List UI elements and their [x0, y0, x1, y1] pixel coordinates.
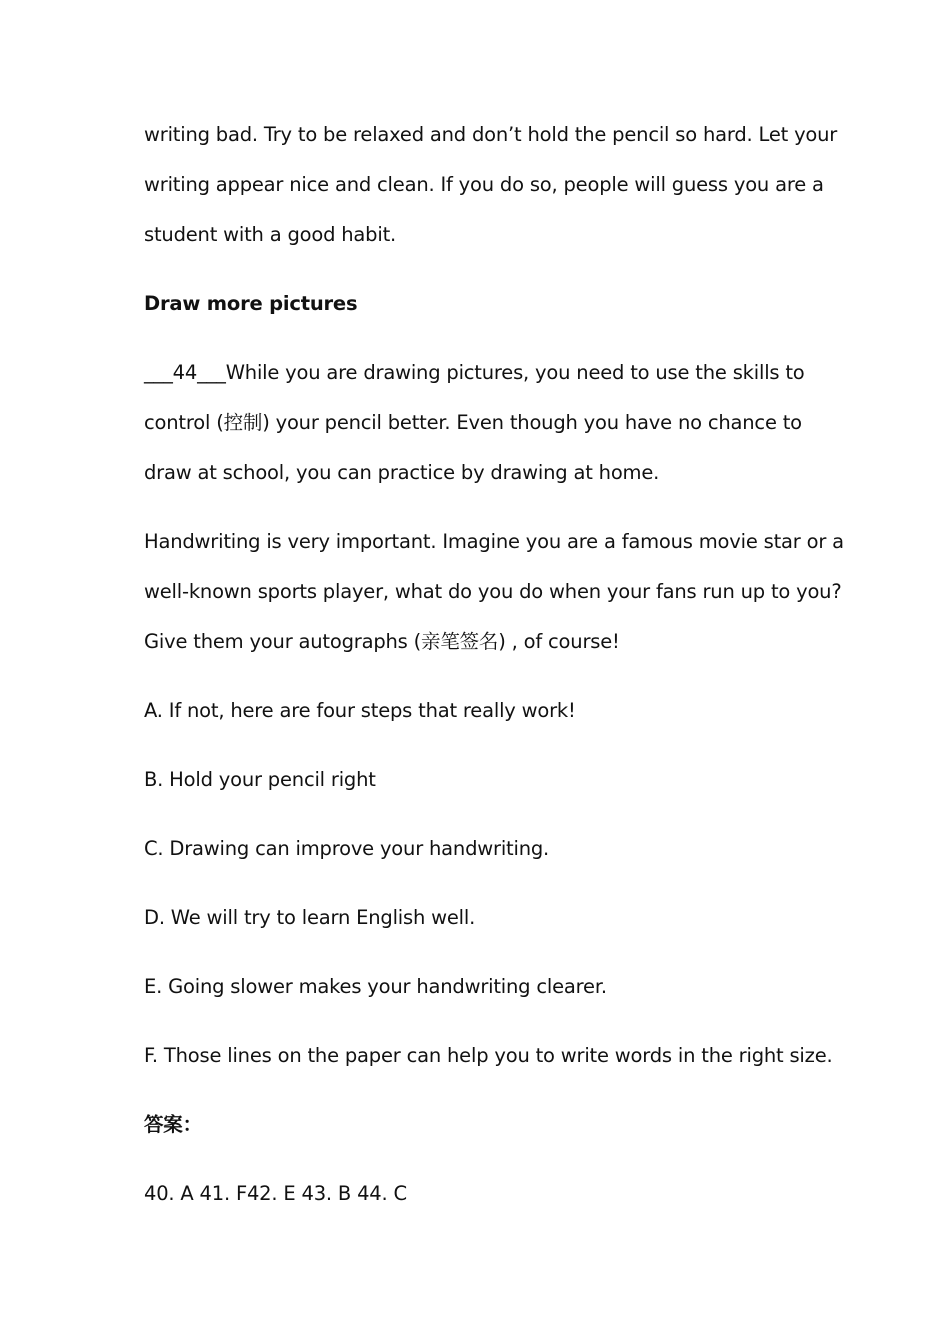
text-line: ___44___While you are drawing pictures, you need to use the skills to: [144, 361, 805, 384]
text-line: Handwriting is very important. Imagine you are a famous movie star or a: [144, 530, 844, 553]
text-line: draw at school, you can practice by drawing at home.: [144, 461, 660, 484]
answer-text: 40. A 41. F42. E 43. B 44. C: [144, 1182, 407, 1205]
text-line: well-known sports player, what do you do when your fans run up to you?: [144, 580, 842, 603]
option-c: C. Drawing can improve your handwriting.: [144, 837, 550, 860]
option-e: E. Going slower makes your handwriting clearer.: [144, 975, 607, 998]
option-a: A. If not, here are four steps that really work!: [144, 699, 576, 722]
answer-heading: 答案：: [144, 1113, 202, 1136]
option-f: F. Those lines on the paper can help you to write words in the right size.: [144, 1044, 833, 1067]
paragraph-handwriting-tips: [144, 110, 838, 260]
text-line: writing bad. Try to be relaxed and don’t hold the pencil so hard. Let your: [144, 123, 838, 146]
section-heading-draw: Draw more pictures: [144, 292, 358, 315]
paragraph-importance: [144, 517, 844, 667]
option-b: B. Hold your pencil right: [144, 768, 376, 791]
document-page: [144, 110, 844, 1219]
text-line: student with a good habit.: [144, 223, 397, 246]
text-line: Give them your autographs (亲笔签名) , of course!: [144, 630, 620, 653]
text-line: control (控制) your pencil better. Even though you have no chance to: [144, 411, 802, 434]
paragraph-draw-pictures: [144, 348, 834, 498]
option-d: D. We will try to learn English well.: [144, 906, 476, 929]
text-line: writing appear nice and clean. If you do so, people will guess you are a: [144, 173, 824, 196]
